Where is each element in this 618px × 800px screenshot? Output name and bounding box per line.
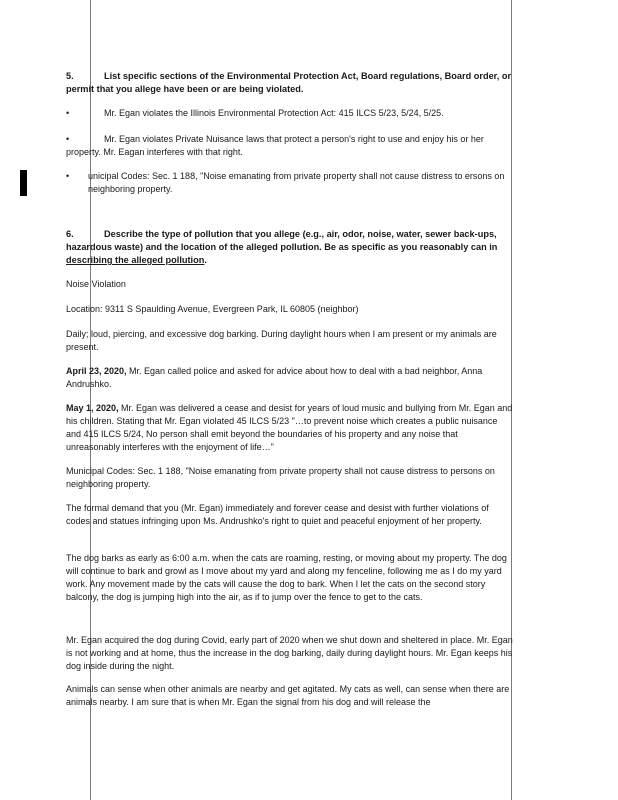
scan-margin-line-right <box>511 0 512 800</box>
bullet-icon: • <box>66 108 70 118</box>
april-text: Mr. Egan called police and asked for advice about how to deal with a bad neighbor, Anna Andrushko. <box>66 366 483 389</box>
daily-paragraph: Daily; loud, piercing, and excessive dog barking. During daylight hours when I am present or my animals are present. <box>66 329 497 352</box>
may-date: May 1, 2020, <box>66 403 119 413</box>
question-5-heading <box>66 70 514 96</box>
acquired-paragraph: Mr. Egan acquired the dog during Covid, early part of 2020 when we shut down and sheltered in place. Mr. Egan is not working and at home, thus the increase in the dog barking, daily during daylight hours. Mr. Egan keeps his dog inside during the night. <box>66 635 513 671</box>
demand-paragraph: The formal demand that you (Mr. Egan) immediately and forever cease and desist with further violations of codes and statues infringing upon Ms. Andrushko's right to quiet and peaceful enjoyment of her property. <box>66 503 489 526</box>
question-6-text: Describe the type of pollution that you allege (e.g., air, odor, noise, water, sewer back-ups, hazardous waste) and the location of the alleged pollution. Be as specific as you reasonably can in <box>66 229 498 252</box>
question-5-number: 5. <box>66 71 74 81</box>
pollution-type: Noise Violation <box>66 279 126 289</box>
scan-margin-line-left <box>90 0 91 800</box>
question-6-period: . <box>204 255 207 265</box>
bullet-item <box>66 170 514 196</box>
barks-paragraph: The dog barks as early as 6:00 a.m. when the cats are roaming, resting, or moving about my property. The dog will continue to bark and growl as I move about my yard and along my fenceline, following me as I do my yard work. Any movement made by the cats will cause the dog to bark. When I let the cats on the second story balcony, the dog is jumping high into the air, as if to jump over the fence to get to the cats. <box>66 553 507 602</box>
question-5-text: List specific sections of the Environmental Protection Act, Board regulations, Board order, or permit that you allege have been or are being violated. <box>66 71 512 94</box>
bullet-text: Mr. Egan violates Private Nuisance laws that protect a person's right to use and enjoy his or her property. Mr. Eagan interferes with that right. <box>66 134 484 157</box>
april-date: April 23, 2020, <box>66 366 127 376</box>
bullet-icon: • <box>66 171 70 181</box>
location-line: Location: 9311 S Spaulding Avenue, Evergreen Park, IL 60805 (neighbor) <box>66 304 359 314</box>
bullet-item <box>66 107 514 120</box>
april-paragraph <box>66 365 514 391</box>
bullet-text: unicipal Codes: Sec. 1 188, "Noise emanating from private property shall not cause distress to ersons on neighboring property. <box>88 171 505 194</box>
redaction-bar <box>20 170 27 196</box>
question-6-number: 6. <box>66 229 74 239</box>
bullet-item <box>66 133 514 159</box>
may-paragraph <box>66 402 514 454</box>
question-6-underlined: describing the alleged pollution <box>66 255 205 265</box>
bullet-icon: • <box>66 134 70 144</box>
animals-paragraph: Animals can sense when other animals are nearby and get agitated. My cats as well, can sense when there are animals nearby. I am sure that is when Mr. Egan the signal from his dog and will release the <box>66 684 510 707</box>
question-6-heading <box>66 228 514 267</box>
bullet-text: Mr. Egan violates the Illinois Environmental Protection Act: 415 ILCS 5/23, 5/24, 5/25. <box>104 108 444 118</box>
may-text: Mr. Egan was delivered a cease and desist for years of loud music and bullying from Mr. Egan and his children. Stating that Mr. Egan violated 45 ILCS 5/23 "…to prevent noise which creates a public nuisance and 415 ILCS 5/24, No person shall emit beyond the boundaries of his property and any noise that unreasonably interferes with the enjoyment of life…" <box>66 403 513 452</box>
municipal-paragraph: Municipal Codes: Sec. 1 188, "Noise emanating from private property shall not cause distress to persons on neighboring property. <box>66 466 495 489</box>
